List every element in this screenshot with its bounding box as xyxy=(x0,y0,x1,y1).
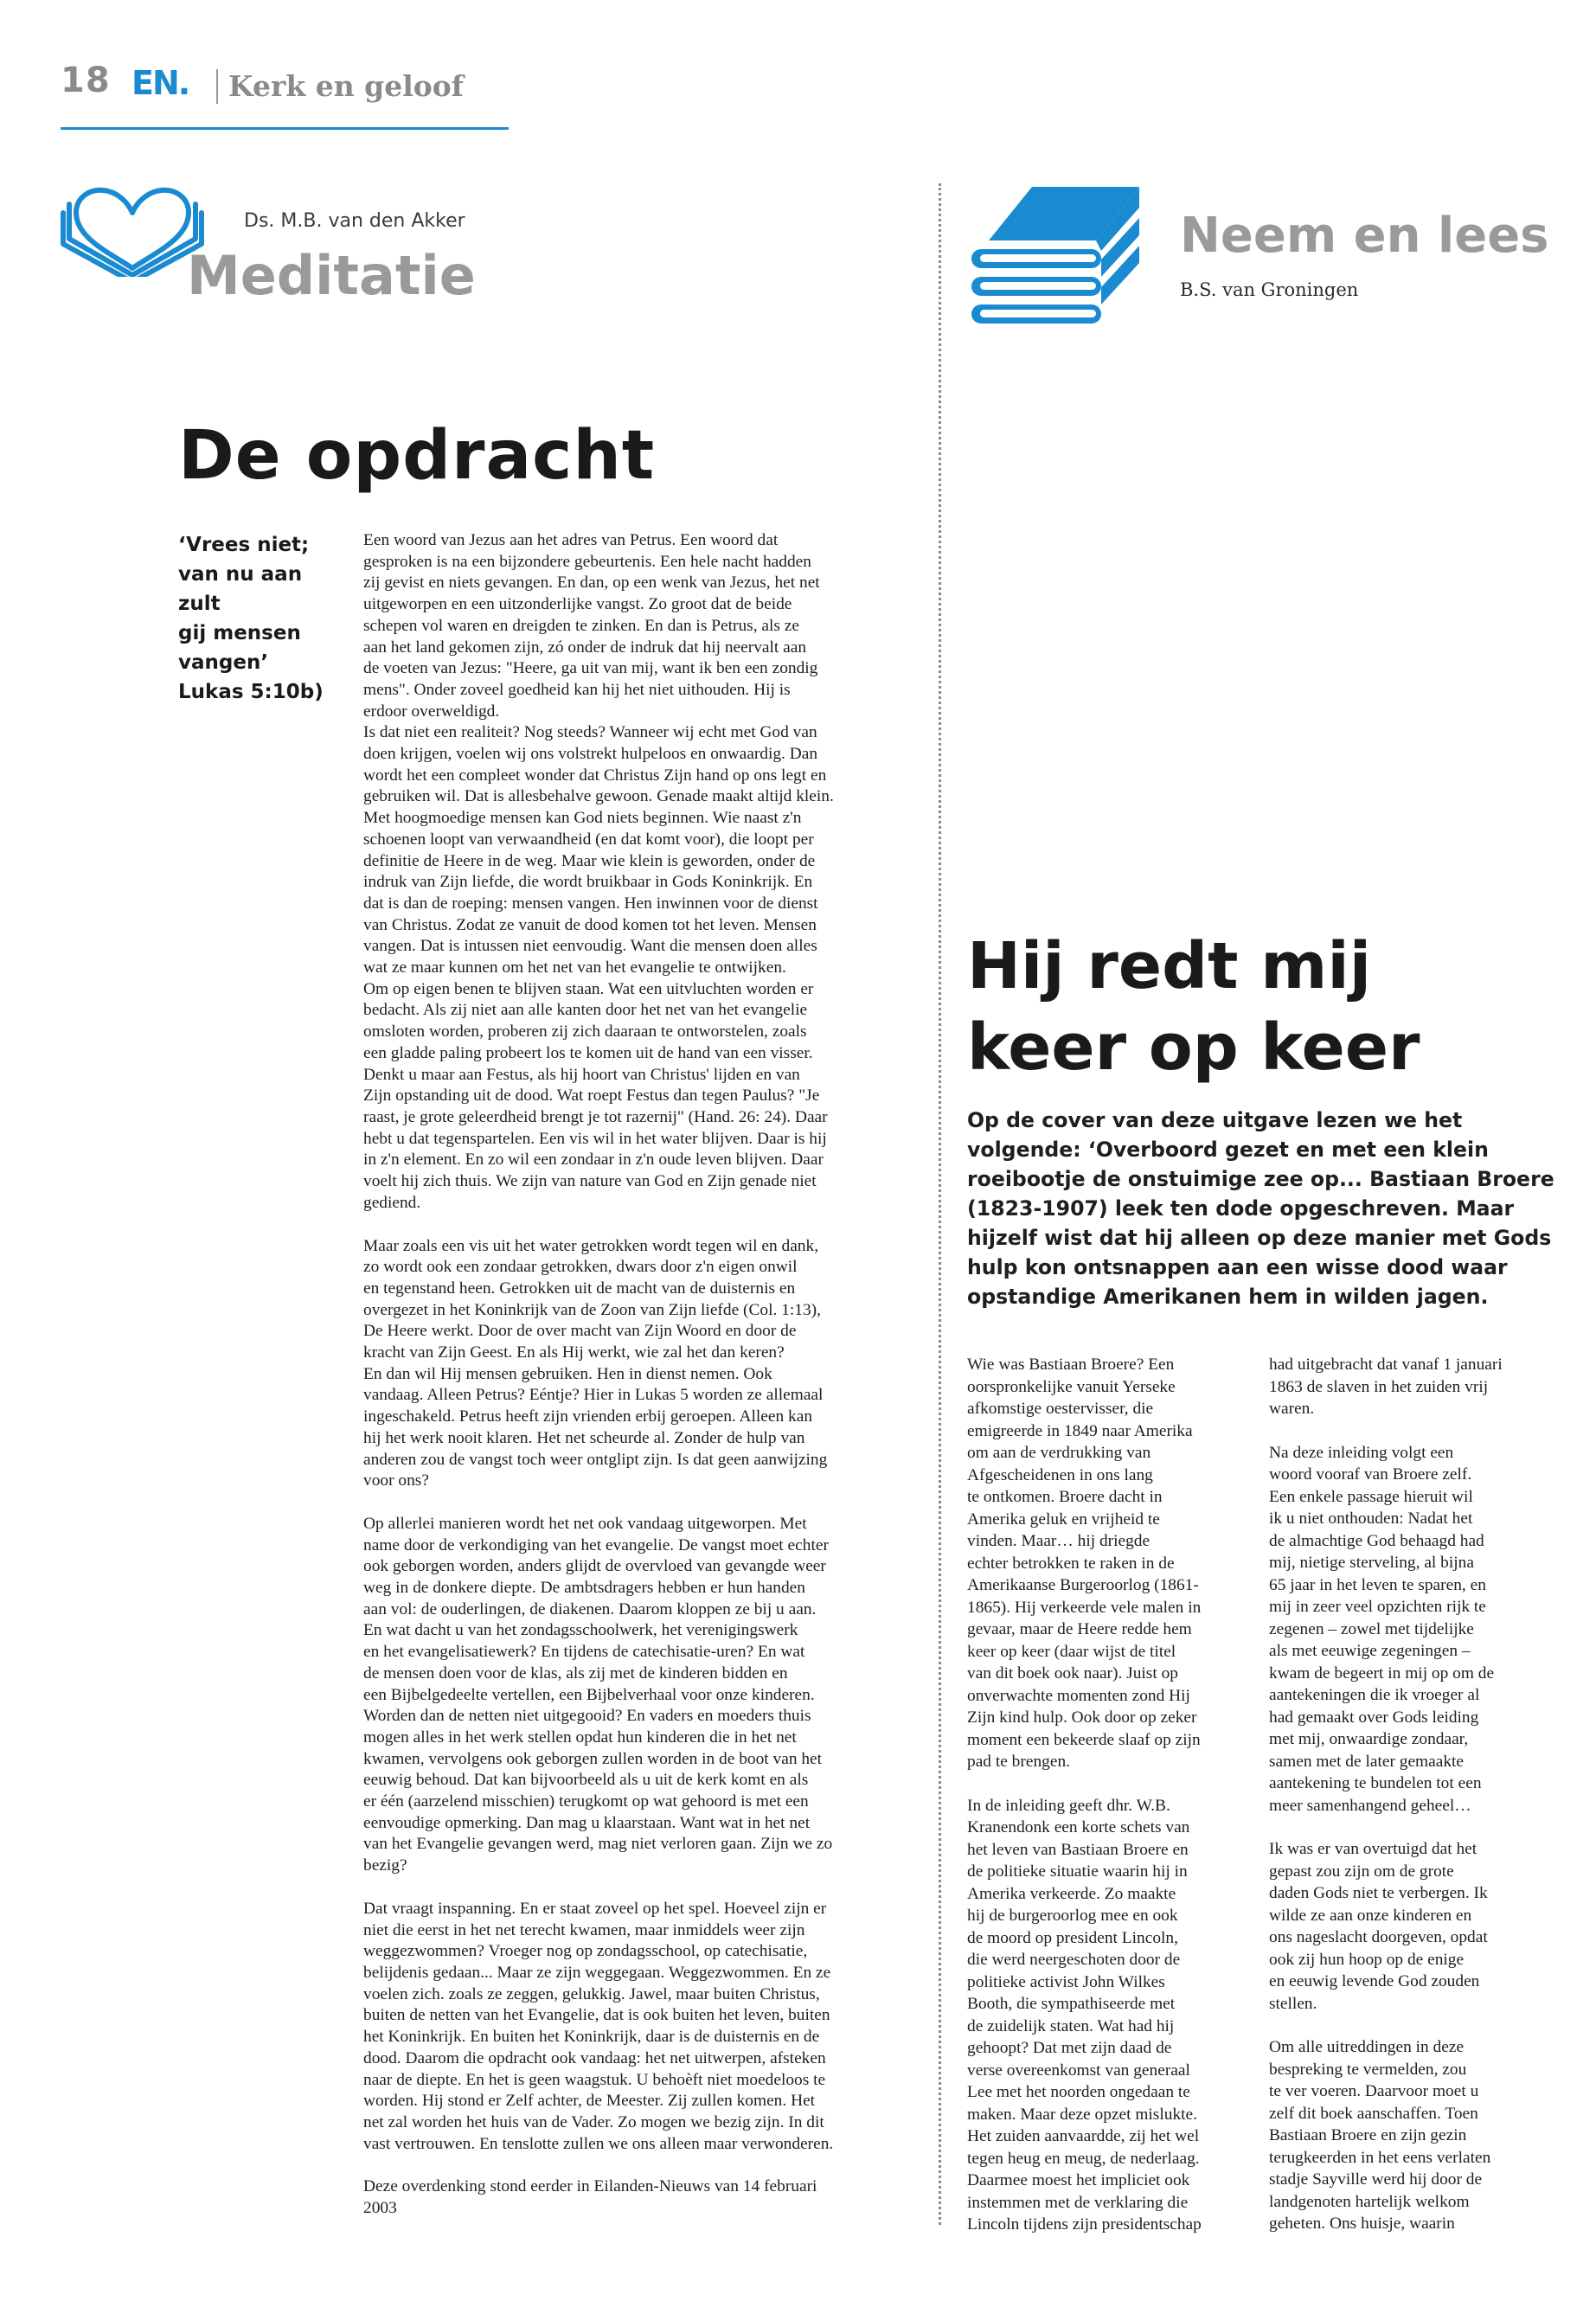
meditation-title: De opdracht xyxy=(178,417,656,495)
meditation-author: Ds. M.B. van den Akker xyxy=(244,210,465,232)
review-paragraph: Wie was Bastiaan Broere? Een oorspronkelijke vanuit Yerseke afkomstige oestervisser, die emigreerde in 1849 naar Amerika om aan de verdrukking van Afgescheidenen in ons lang te ontkomen. Broere dacht in Amerika geluk en vrijheid te vinden. Maar… hij driegde echter betrokken te raken in de Amerikaanse Burgeroorlog (1861- 1865). Hij verkeerde vele malen in gevaar, maar de Heere redde hem keer op keer (daar wijst de titel van dit boek ook naar). Juist op onverwachte momenten zond Hij Zijn kind hulp. Ook door op zeker moment een bekeerde slaaf op zijn pad te brengen. xyxy=(967,1356,1202,1771)
review-column-2 xyxy=(1269,1354,1554,2257)
review-paragraph: had uitgebracht dat vanaf 1 januari 1863 de slaven in het zuiden vrij waren. xyxy=(1269,1356,1503,1418)
books-icon xyxy=(965,180,1146,325)
logo-text: EN. xyxy=(131,66,189,100)
meditation-body xyxy=(363,530,913,2241)
review-paragraph: Ik was er van overtuigd dat het gepast zou zijn om de grote daden Gods niet te verbergen. Ik wilde ze aan onze kinderen en ons nageslacht doorgeven, opdat ook zij hun hoop op de enige en eeuwig levende God zouden stellen. xyxy=(1269,1840,1488,2013)
meditation-label: Meditatie xyxy=(187,244,476,307)
section-title: Kerk en geloof xyxy=(228,69,464,103)
review-column-1 xyxy=(967,1354,1253,2258)
review-title: Hij redt mij keer op keer xyxy=(967,929,1420,1085)
review-lead: Op de cover van deze uitgave lezen we het volgende: ‘Overboord gezet en met een klein roeibootje de onstuimige zee op... Bastiaan Broere (1823-1907) leek ten dode opgeschreven. Maar hijzelf wist dat hij alleen op deze manier met Gods hulp kon ontsnappen aan een wisse dood waar opstandige Amerikanen hem in wilden jagen. xyxy=(967,1108,1554,1309)
meditation-paragraph: Een woord van Jezus aan het adres van Petrus. Een woord dat gesproken is na een bijzondere gebeurtenis. Een hele nacht hadden zij gevist en niets gevangen. En dan, op een wenk van Jezus, het net uitgeworpen en een uitzonderlijke vangst. Zo groot dat de beide schepen vol waren en dreigden te zinken. En dan is Petrus, als ze aan het land gekomen zijn, zó onder de indruk dat hij neervalt aan de voeten van Jezus: "Heere, ga uit van mij, want ik ben een zondig mens". Onder zoveel goedheid kan hij het niet uithouden. Hij is erdoor overweldigd. Is dat niet een realiteit? Nog steeds? Wanneer wij echt met God van doen krijgen, voelen wij ons volstrekt hulpeloos en onwaardig. Dan wordt het een compleet wonder dat Christus Zijn hand op ons legt en gebruiken wil. Dat is allesbehalve gewoon. Genade maakt altijd klein. Met hoogmoedige mensen kan God niets beginnen. Wie naast z'n schoenen loopt van verwaandheid (en dat komt voor), die loopt per definitie de Heere in de weg. Maar wie klein is geworden, onder de indruk van Zijn liefde, die wordt bruikbaar in Gods Koninkrijk. En dat is dan de roeping: mensen vangen. Hen inwinnen voor de dienst van Christus. Zodat ze vanuit de dood komen tot het leven. Mensen vangen. Dat is intussen niet eenvoudig. Want die mensen doen alles wat ze maar kunnen om het net van het evangelie te ontwijken. Om op eigen benen te blijven staan. Wat een uitvluchten worden er bedacht. Als zij niet aan alle kanten door het net van het evangelie omsloten worden, proberen zij zich daaraan te ontworstelen, zoals een gladde paling probeert los te komen uit de hand van een visser. Denkt u maar aan Festus, als hij hoort van Christus' lijden en van Zijn opstanding uit de dood. Wat roept Festus dan tegen Paulus? "Je raast, je grote geleerdheid brengt je tot razernij" (Hand. 26: 24). Daar hebt u dat tegenspartelen. Een vis wil in het water blijven. Daar is hij in z'n element. En zo wil een zondaar in z'n oude leven blijven. Daar voelt hij zich thuis. We zijn van nature van God en Zijn genade niet gediend. xyxy=(363,531,834,1212)
review-label: Neem en lees xyxy=(1180,208,1549,264)
column-divider xyxy=(939,183,941,2225)
review-paragraph: Om alle uitreddingen in deze bespreking te vermelden, zou te ver voeren. Daarvoor moet u zelf dit boek aanschaffen. Toen Bastiaan Broere en zijn gezin terugkeerden in het eens verlaten stadje Sayville werd hij door de landgenoten hartelijk welkom geheten. Ons huisje, waarin xyxy=(1269,2038,1491,2233)
meditation-paragraph: Op allerlei manieren wordt het net ook vandaag uitgeworpen. Met name door de verkondiging van het evangelie. De vangst moet echter ook geborgen worden, anders glijdt de overvloed van gevangde weer weg in de donkere diepte. De ambtsdragers hebben er hun handen aan vol: de ouderlingen, de diakenen. Daarom kloppen ze bij u aan. En wat dacht u van het zondagsschoolwerk, het verenigingswerk en het evangelisatiewerk? En tijdens de catechisatie-uren? En wat de mensen doen voor de klas, als zij met de kinderen bidden en een Bijbelgedeelte vertellen, een Bijbelverhaal voor onze kinderen. Worden dan de netten niet uitgegooid? En vaders en moeders thuis mogen alles in het werk stellen opdat hun kinderen die in het net kwamen, vervolgens ook geborgen zullen worden in de boot van het eeuwig behoud. Dat kan bijvoorbeeld als u uit de kerk komt en als er één (aarzelend misschien) terugkomt op wat gehoord is met een eenvoudige opmerking. Dan mag u klaarstaan. Want wat in het net van het Evangelie gevangen werd, mag niet verloren gaan. Zijn we zo bezig? xyxy=(363,1514,833,1875)
heart-book-icon xyxy=(61,178,204,277)
meditation-quote: ‘Vrees niet; van nu aan zult gij mensen vangen’ Lukas 5:10b) xyxy=(178,534,324,703)
page-number: 18 xyxy=(61,61,111,100)
review-author: B.S. van Groningen xyxy=(1180,279,1359,300)
header-separator xyxy=(216,69,218,104)
review-paragraph: In de inleiding geeft dhr. W.B. Kranendonk een korte schets van het leven van Bastiaan Broere en de politieke situatie waarin hij in Amerika verkeerde. Zo maakte hij de burgeroorlog mee en ook de moord op president Lincoln, die werd neergeschoten door de politieke activist John Wilkes Booth, die sympathiseerde met de zuidelijk staten. Wat had hij gehoopt? Dat met zijn daad de verse overeenkomst van generaal Lee met het noorden ongedaan te maken. Maar deze opzet mislukte. Het zuiden aanvaardde, zij het wel tegen heug en meug, de nederlaag. Daarmee moest het impliciet ook instemmen met de verklaring die Lincoln tijdens zijn presidentschap xyxy=(967,1796,1202,2234)
meditation-footnote: Deze overdenking stond eerder in Eilanden-Nieuws van 14 februari 2003 xyxy=(363,2177,817,2218)
meditation-paragraph: Maar zoals een vis uit het water getrokken wordt tegen wil en dank, zo wordt ook een zondaar getrokken, dwars door z'n eigen onwil en tegenstand heen. Getrokken uit de macht van de duisternis en overgezet in het Koninkrijk van de Zoon van Zijn liefde (Col. 1:13), De Heere werkt. Door de over macht van Zijn Woord en door de kracht van Zijn Geest. En als Hij werkt, wie zal het dan keren? En dan wil Hij mensen gebruiken. Hen in dienst nemen. Ook vandaag. Alleen Petrus? Eéntje? Hier in Lukas 5 worden ze allemaal ingeschakeld. Petrus heeft zijn vrienden erbij geroepen. Alleen kan hij het werk nooit klaren. Het net scheurde al. Zonder de hulp van anderen zou de vangst toch weer ontglipt zijn. Is dat geen aanwijzing voor ons? xyxy=(363,1236,828,1490)
en-logo xyxy=(131,66,201,100)
review-paragraph: Na deze inleiding volgt een woord vooraf van Broere zelf. Een enkele passage hieruit wil ik u niet onthouden: Nadat het de almachtige God behaagd had mij, nietige sterveling, al bijna 65 jaar in het leven te sparen, en mij in zeer veel opzichten rijk te zegenen – zowel met tijdelijke als met eeuwige zegeningen – kwam de begeert in mij op om de aantekeningen die ik vroeger al had gemaakt over Gods leiding met mij, onwaardige zondaar, samen met de later gemaakte aantekening te bundelen tot een meer samenhangend geheel… xyxy=(1269,1443,1495,1815)
meditation-paragraph: Dat vraagt inspanning. En er staat zoveel op het spel. Hoeveel zijn er niet die eerst in het net terecht kwamen, maar inmiddels weer zijn weggezwommen? Vroeger nog op zondagsschool, op catechisatie, belijdenis gedaan... Maar ze zijn weggegaan. Weggezwommen. En ze voelen zich. zoals ze zeggen, gelukkig. Jawel, maar buiten Christus, buiten de netten van het Evangelie, dat is ook buiten het leven, buiten het Koninkrijk. En buiten het Koninkrijk, daar is de duisternis en de dood. Daarom die opdracht ook vandaag: het net uitwerpen, afsteken naar de diepte. En het is geen waagstuk. U behoèft niet moedeloos te worden. Hij stond er Zelf achter, de Meester. Zij zullen komen. Het net zal worden het huis van de Vader. Zo mogen we bezig zijn. In dit vast vertrouwen. En tenslotte zullen we ons alleen maar verwonderen. xyxy=(363,1899,834,2153)
header-rule xyxy=(61,127,509,130)
